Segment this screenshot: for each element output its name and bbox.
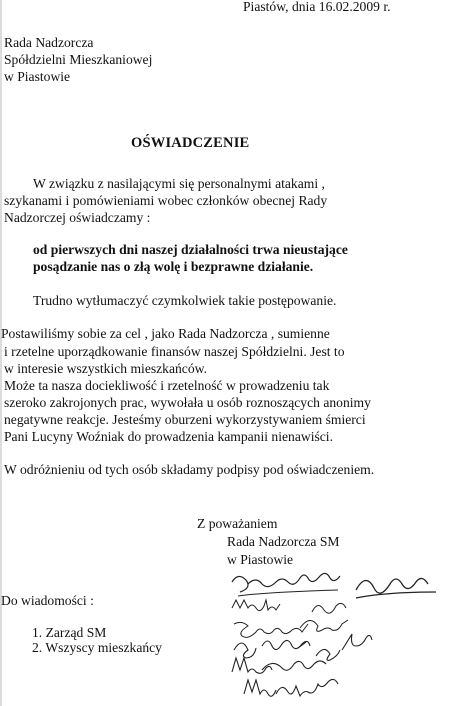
paragraph-line-7: Pani Lucyny Woźniak do prowadzenia kampanii nienawiści. [4, 429, 333, 444]
closing-line: W odróżnieniu od tych osób składamy podpisy pod oświadczeniem. [4, 462, 375, 477]
document-title: OŚWIADCZENIE [131, 135, 250, 151]
signature-9 [316, 634, 372, 660]
signature-6 [232, 658, 326, 673]
bold-statement-1: od pierwszych dni naszej działalności trwa nieustające [33, 242, 348, 257]
recipient-line-1: Rada Nadzorcza [4, 35, 94, 50]
difficult-line: Trudno wytłumaczyć czymkolwiek takie postępowanie. [33, 293, 337, 308]
paragraph-line-4: Może ta nasza dociekliwość i rzetelność w prowadzeniu tak [4, 378, 330, 393]
cc-item-2: 2. Wszyscy mieszkańcy [32, 640, 162, 655]
signature-8 [300, 603, 348, 631]
signature-4 [234, 622, 308, 637]
signature-5 [234, 640, 310, 658]
recipient-line-2: Spółdzielni Mieszkaniowej [4, 52, 153, 67]
paragraph-line-5: szeroko zakrojonych prac, wywołała u osób roznoszących anonimy [4, 395, 371, 410]
intro-line-3: Nadzorczej oświadczamy : [4, 210, 151, 225]
paragraph-line-3: w interesie wszystkich mieszkańców. [4, 361, 207, 376]
signature-3 [232, 600, 280, 611]
signature-7 [244, 679, 338, 696]
cc-item-1: 1. Zarząd SM [32, 625, 107, 640]
intro-line-1: W związku z nasilającymi się personalnymi atakami , [33, 176, 325, 191]
regards-line-3: w Piastowie [227, 552, 294, 567]
paragraph-line-2: i rzetelne uporządkowanie finansów naszej Spółdzielni. Jest to [4, 344, 345, 359]
bold-statement-2: posądzanie nas o złą wolę i bezprawne działanie. [33, 259, 314, 274]
signature-2 [356, 578, 436, 598]
recipient-line-3: w Piastowie [4, 69, 71, 84]
intro-line-2: szykanami i pomówieniami wobec członków obecnej Rady [4, 193, 328, 208]
signature-1 [232, 573, 340, 596]
place-date: Piastów, dnia 16.02.2009 r. [243, 0, 391, 14]
paragraph-line-6: negatywne reakcje. Jesteśmy oburzeni wykorzystywaniem śmierci [4, 412, 366, 427]
cc-label: Do wiadomości : [1, 593, 94, 608]
regards-line-1: Z poważaniem [197, 516, 278, 531]
paragraph-line-1: Postawiliśmy sobie za cel , jako Rada Nadzorcza , sumienne [1, 326, 330, 341]
regards-line-2: Rada Nadzorcza SM [227, 534, 340, 549]
